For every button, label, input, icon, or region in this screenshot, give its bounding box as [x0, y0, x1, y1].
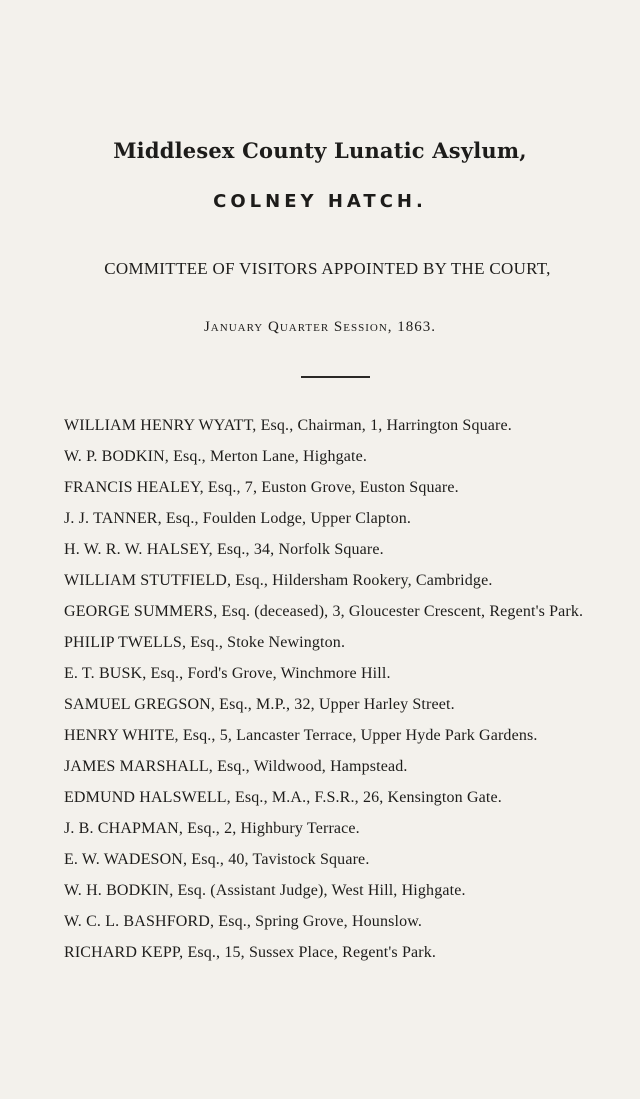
- visitor-entry: W. H. BODKIN, Esq. (Assistant Judge), West Hill, Highgate.: [64, 882, 466, 899]
- visitor-entry: W. C. L. BASHFORD, Esq., Spring Grove, Hounslow.: [64, 913, 423, 930]
- visitor-entry: J. B. CHAPMAN, Esq., 2, Highbury Terrace.: [64, 820, 360, 837]
- visitor-entry: SAMUEL GREGSON, Esq., M.P., 32, Upper Harley Street.: [64, 696, 455, 713]
- visitor-entry: E. T. BUSK, Esq., Ford's Grove, Winchmore Hill.: [64, 665, 391, 682]
- visitors-list: [64, 412, 612, 970]
- asylum-title: Middlesex County Lunatic Asylum,: [113, 138, 527, 163]
- visitor-entry: WILLIAM HENRY WYATT, Esq., Chairman, 1, Harrington Square.: [64, 417, 512, 434]
- visitor-entry: RICHARD KEPP, Esq., 15, Sussex Place, Regent's Park.: [64, 944, 437, 961]
- visitor-entry: H. W. R. W. HALSEY, Esq., 34, Norfolk Square.: [64, 541, 384, 558]
- visitor-entry: FRANCIS HEALEY, Esq., 7, Euston Grove, Euston Square.: [64, 479, 459, 496]
- visitor-entry: EDMUND HALSWELL, Esq., M.A., F.S.R., 26, Kensington Gate.: [64, 789, 502, 806]
- visitor-entry: GEORGE SUMMERS, Esq. (deceased), 3, Gloucester Crescent, Regent's Park.: [64, 603, 584, 620]
- visitor-entry: PHILIP TWELLS, Esq., Stoke Newington.: [64, 634, 346, 651]
- visitor-entry: HENRY WHITE, Esq., 5, Lancaster Terrace, Upper Hyde Park Gardens.: [64, 727, 538, 744]
- committee-heading: COMMITTEE OF VISITORS APPOINTED BY THE COURT,: [104, 259, 551, 278]
- visitor-entry: E. W. WADESON, Esq., 40, Tavistock Square.: [64, 851, 370, 868]
- visitor-entry: JAMES MARSHALL, Esq., Wildwood, Hampstead.: [64, 758, 408, 775]
- session-line: January Quarter Session, 1863.: [203, 319, 437, 335]
- visitor-entry: J. J. TANNER, Esq., Foulden Lodge, Upper Clapton.: [64, 510, 412, 527]
- visitor-entry: W. P. BODKIN, Esq., Merton Lane, Highgate.: [64, 448, 368, 465]
- visitor-entry: WILLIAM STUTFIELD, Esq., Hildersham Rookery, Cambridge.: [64, 572, 493, 589]
- asylum-location: COLNEY HATCH.: [213, 191, 427, 212]
- divider-rule: [301, 376, 370, 378]
